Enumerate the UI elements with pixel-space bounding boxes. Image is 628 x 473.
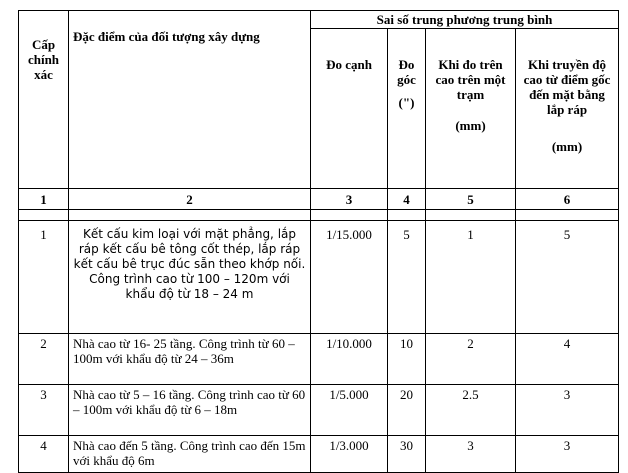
column-number: 3	[311, 189, 388, 210]
row-cap: 2	[19, 334, 69, 385]
row-do-goc: 10	[388, 334, 426, 385]
table-row	[19, 385, 619, 436]
row-khi-do: 1	[426, 221, 516, 334]
header-khi-truyen-unit: (mm)	[551, 139, 583, 154]
column-number: 4	[388, 189, 426, 210]
table-row	[19, 436, 619, 473]
column-number: 1	[19, 189, 69, 210]
header-do-goc	[388, 29, 426, 189]
header-do-goc-label: Đo góc	[397, 57, 416, 87]
spacer-row	[19, 210, 619, 221]
header-khi-do-label: Khi đo trên cao trên một trạm	[435, 57, 506, 102]
row-do-goc: 5	[388, 221, 426, 334]
header-row-1	[19, 11, 619, 29]
header-khi-do	[426, 29, 516, 189]
row-description: Kết cấu kim loại với mặt phẳng, lắp ráp kết cấu bê tông cốt thép, lắp ráp kết cấu bê trục đúc sẵn theo khớp nối. Công trình cao từ 100 – 120m với khẩu độ từ 18 – 24 m	[69, 221, 311, 334]
row-description: Nhà cao đến 5 tầng. Công trình cao đến 15m với khẩu độ 6m	[69, 436, 311, 473]
row-do-canh: 1/10.000	[311, 334, 388, 385]
row-description: Nhà cao từ 5 – 16 tầng. Công trình cao từ 60 – 100m với khẩu độ từ 6 – 18m	[69, 385, 311, 436]
column-number: 6	[516, 189, 619, 210]
row-do-canh: 1/15.000	[311, 221, 388, 334]
header-khi-truyen	[516, 29, 619, 189]
row-khi-truyen: 3	[516, 436, 619, 473]
header-do-canh: Đo cạnh	[311, 29, 388, 189]
accuracy-table	[18, 10, 619, 473]
row-cap: 4	[19, 436, 69, 473]
row-khi-do: 2	[426, 334, 516, 385]
column-number-row	[19, 189, 619, 210]
row-khi-do: 3	[426, 436, 516, 473]
row-khi-truyen: 5	[516, 221, 619, 334]
row-do-goc: 30	[388, 436, 426, 473]
column-number: 2	[69, 189, 311, 210]
row-cap: 1	[19, 221, 69, 334]
row-do-goc: 20	[388, 385, 426, 436]
row-khi-truyen: 4	[516, 334, 619, 385]
header-cap: Cấp chính xác	[19, 11, 69, 189]
row-khi-truyen: 3	[516, 385, 619, 436]
row-cap: 3	[19, 385, 69, 436]
header-do-goc-unit: (")	[398, 95, 415, 110]
row-description: Nhà cao từ 16- 25 tầng. Công trình từ 60 – 100m với khẩu độ từ 24 – 36m	[69, 334, 311, 385]
row-khi-do: 2.5	[426, 385, 516, 436]
header-error-group: Sai số trung phương trung bình	[311, 11, 619, 29]
column-number: 5	[426, 189, 516, 210]
header-khi-do-unit: (mm)	[455, 118, 486, 133]
header-characteristics: Đặc điểm của đối tượng xây dựng	[69, 11, 311, 189]
row-do-canh: 1/5.000	[311, 385, 388, 436]
header-khi-truyen-label: Khi truyền độ cao từ điểm gốc đến mặt bằng lắp ráp	[523, 57, 611, 117]
table-row	[19, 334, 619, 385]
row-do-canh: 1/3.000	[311, 436, 388, 473]
table-row	[19, 221, 619, 334]
